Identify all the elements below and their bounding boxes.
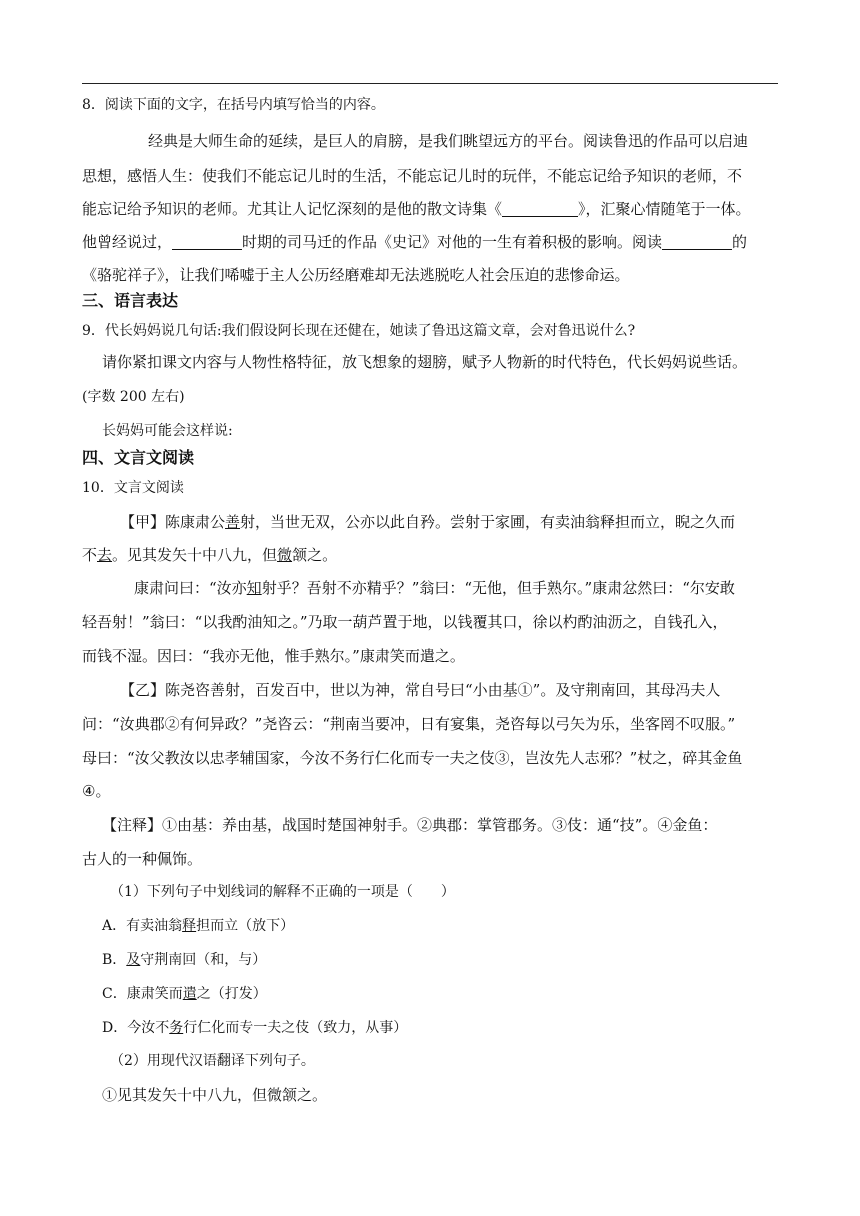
annotation-line: 古人的一种佩饰。	[82, 850, 203, 868]
passage-jia-line: 康肃问曰：“汝亦知射乎？吾射不亦精乎？”翁曰：“无他，但手熟尔。”康肃忿然曰：“尔安敢	[134, 579, 735, 597]
q8-paragraph-line: 《骆驼祥子》，让我们唏嘘于主人公历经磨难却无法逃脱吃人社会压迫的悲惨命运。	[82, 266, 630, 284]
answer-blank[interactable]	[502, 200, 578, 217]
answer-blank[interactable]	[172, 233, 242, 250]
passage-yi-line: 问：“汝典郡②有何异政？”尧咨云：“荆南当要冲，日有宴集，尧咨每以弓矢为乐，坐客罔不叹服。”	[82, 715, 736, 733]
passage-jia-line: 【甲】陈康肃公善射，当世无双，公亦以此自矜。尝射于家圃，有卖油翁释担而立，睨之久而	[120, 513, 736, 531]
passage-yi-line: 母曰：“汝父教汝以忠孝辅国家，今汝不务行仁化而专一夫之伎③，岂汝先人志邪？”杖之，碎其金鱼	[82, 749, 743, 767]
q10-prompt: 10．文言文阅读	[82, 480, 184, 496]
option-c[interactable]: C．康肃笑而遣之（打发）	[102, 986, 267, 1002]
subquestion-2: （2）用现代汉语翻译下列句子。	[110, 1053, 315, 1069]
section-heading: 三、语言表达	[82, 291, 179, 310]
passage-jia-line: 不去。见其发矢十中八九，但微颔之。	[82, 546, 338, 564]
header-rule	[82, 83, 778, 84]
passage-yi-line: 【乙】陈尧咨善射，百发百中，世以为神，常自号曰“小由基①”。及守荆南回，其母冯夫人	[120, 681, 721, 699]
q9-instruction: 请你紧扣课文内容与人物性格特征，放飞想象的翅膀，赋予人物新的时代特色，代长妈妈说些话。	[102, 353, 748, 371]
passage-jia-line: 而钱不湿。因曰：“我亦无他，惟手熟尔。”康肃笑而遣之。	[82, 647, 465, 665]
subquestion-1: （1）下列句子中划线词的解释不正确的一项是（ ）	[110, 884, 455, 900]
q8-paragraph-line: 能忘记给予知识的老师。尤其让人记忆深刻的是他的散文诗集《 》，汇聚心情随笔于一体。	[82, 200, 751, 218]
section-heading: 四、文言文阅读	[82, 448, 195, 467]
passage-jia-line: 轻吾射！”翁曰：“以我酌油知之。”乃取一葫芦置于地，以钱覆其口，徐以杓酌油沥之，自钱孔入，	[82, 613, 728, 631]
option-a[interactable]: A．有卖油翁释担而立（放下）	[102, 918, 295, 934]
translation-sentence: ①见其发矢十中八九，但微颔之。	[102, 1086, 328, 1104]
q8-paragraph-line: 他曾经说过， 时期的司马迁的作品《史记》对他的一生有着积极的影响。阅读 的	[82, 233, 748, 251]
q8-prompt: 8．阅读下面的文字，在括号内填写恰当的内容。	[82, 97, 385, 113]
annotation-line: 【注释】①由基：养由基，战国时楚国神射手。②典郡：掌管郡务。③伎：通“技”。④金鱼：	[102, 816, 718, 834]
q9-answer-lead: 长妈妈可能会这样说:	[102, 423, 233, 439]
q9-prompt: 9．代长妈妈说几句话:我们假设阿长现在还健在，她读了鲁迅这篇文章，会对鲁迅说什么?	[82, 323, 636, 339]
q8-paragraph-line: 经典是大师生命的延续，是巨人的肩膀，是我们眺望远方的平台。阅读鲁迅的作品可以启迪	[148, 132, 749, 150]
passage-yi-line: ④。	[82, 782, 111, 800]
q8-paragraph-line: 思想，感悟人生：使我们不能忘记儿时的生活，不能忘记儿时的玩伴，不能忘记给予知识的老师，不	[82, 167, 743, 185]
option-b[interactable]: B．及守荆南回（和，与）	[102, 952, 267, 968]
answer-blank[interactable]	[662, 233, 732, 250]
q9-word-count: (字数 200 左右)	[82, 389, 185, 405]
option-d[interactable]: D．今汝不务行仁化而专一夫之伎（致力，从事）	[102, 1020, 408, 1036]
